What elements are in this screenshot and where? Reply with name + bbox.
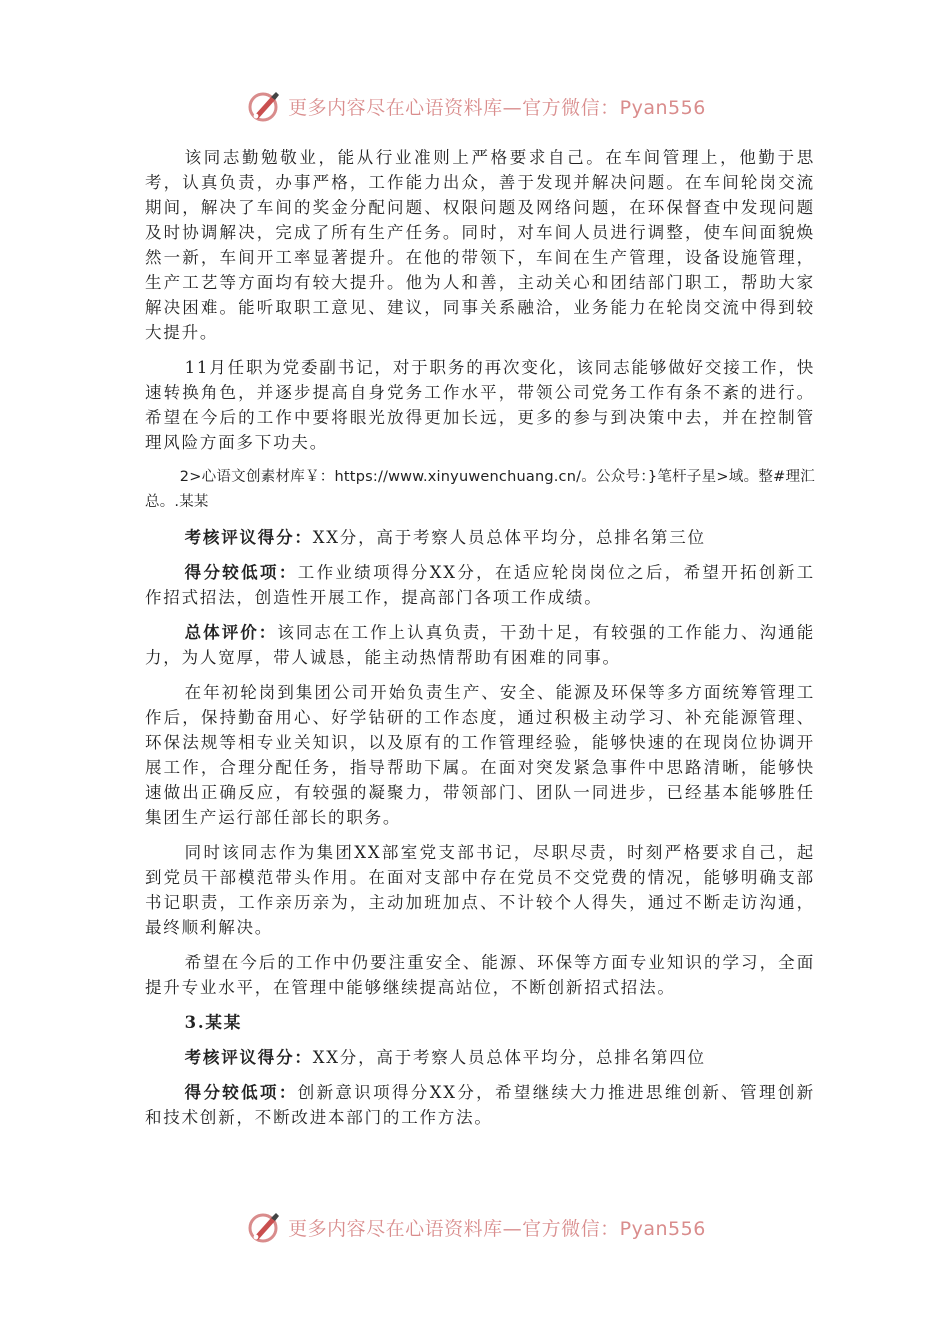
paragraph: 11月任职为党委副书记，对于职务的再次变化，该同志能够做好交接工作，快速转换角色，并逐步提高自身党务工作水平，带领公司党务工作有条不紊的进行。希望在今后的工作中要将眼光放得更加长远，更多的参与到决策中去，并在控制管理风险方面多下功夫。 [145,358,815,452]
score-label: 考核评议得分： [184,528,313,547]
paragraph: 希望在今后的工作中仍要注重安全、能源、环保等方面专业知识的学习，全面提升专业水平，在管理中能够继续提高站位，不断创新招式招法。 [145,953,815,997]
score-line [145,525,815,550]
banner-text: 更多内容尽在心语资料库—官方微信：Pyan556 [288,1217,706,1240]
paragraph: 同时该同志作为集团XX部室党支部书记，尽职尽责，时刻严格要求自己，起到党员干部模范带头作用。在面对支部中存在党员不交党费的情况，能够明确支部书记职责，工作亲历亲为，主动加班加点、不计较个人得失，通过不断走访沟通，最终顺利解决。 [145,843,815,937]
score-text: XX分，高于考察人员总体平均分，总排名第四位 [312,1048,706,1067]
document-body [145,145,815,1140]
low-score-text: 工作业绩项得分XX分，在适应轮岗岗位之后，希望开拓创新工作招式招法，创造性开展工作，提高部门各项工作成绩。 [145,563,815,607]
pen-logo-icon [244,1207,284,1247]
score-line [145,1045,815,1070]
paragraph: 该同志勤勉敬业，能从行业准则上严格要求自己。在车间管理上，他勤于思考，认真负责，办事严格，工作能力出众，善于发现并解决问题。在车间轮岗交流期间，解决了车间的奖金分配问题、权限问题及网络问题，在环保督查中发现问题及时协调解决，完成了所有生产任务。同时，对车间人员进行调整，使车间面貌焕然一新，车间开工率显著提升。在他的带领下，车间在生产管理，设备设施管理，生产工艺等方面均有较大提升。他为人和善，主动关心和团结部门职工，帮助大家解决困难。能听取职工意见、建议，同事关系融洽，业务能力在轮岗交流中得到较大提升。 [145,148,815,342]
paragraph: 在年初轮岗到集团公司开始负责生产、安全、能源及环保等多方面统筹管理工作后，保持勤奋用心、好学钻研的工作态度，通过积极主动学习、补充能源管理、环保法规等相专业关知识，以及原有的工作管理经验，能够快速的在现岗位协调开展工作，合理分配任务，指导帮助下属。在面对突发紧急事件中思路清晰，能够快速做出正确反应，有较强的凝聚力，带领部门、团队一同进步，已经基本能够胜任集团生产运行部任部长的职务。 [145,683,815,827]
low-score-text: 创新意识项得分XX分，希望继续大力推进思维创新、管理创新和技术创新，不断改进本部门的工作方法。 [145,1083,815,1127]
pen-logo-icon [244,86,284,126]
overall-text: 该同志在工作上认真负责，干劲十足，有较强的工作能力、沟通能力，为人宽厚，带人诚恳，能主动热情帮助有困难的同事。 [145,623,816,667]
score-label: 考核评议得分： [184,1048,313,1067]
header-watermark-banner [0,86,950,126]
source-note: 2>心语文创素材库￥：https://www.xinyuwenchuang.cn/。公众号：}笔杆子星>域。整#理汇总。.某某 [145,469,815,510]
footer-watermark-banner [0,1207,950,1247]
low-score-line [145,560,815,610]
banner-text: 更多内容尽在心语资料库—官方微信：Pyan556 [288,96,706,119]
low-score-label: 得分较低项： [184,1083,298,1102]
low-score-label: 得分较低项： [184,563,298,582]
section-heading: 3.某某 [184,1013,243,1032]
score-text: XX分，高于考察人员总体平均分，总排名第三位 [312,528,706,547]
low-score-line [145,1080,815,1130]
overall-line [145,620,815,670]
overall-label: 总体评价： [184,623,278,642]
